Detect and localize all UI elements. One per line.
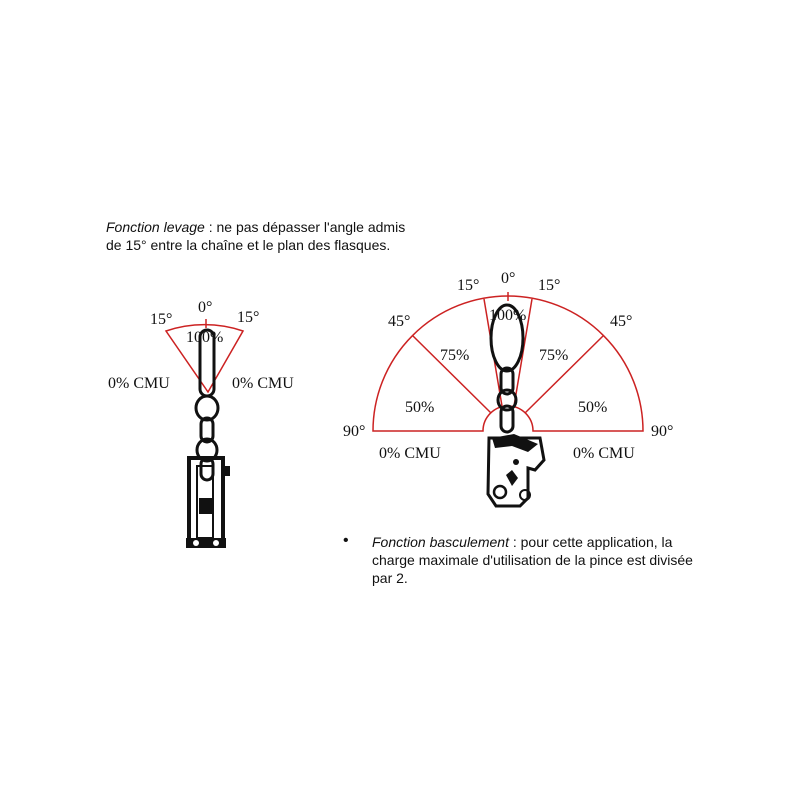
lifting-function-text: : ne pas dépasser l'angle admis de 15° entre la chaîne et le plan des flasques. <box>106 219 406 253</box>
tilting-function-text: : pour cette application, la charge maximale d'utilisation de la pince est divisée par 2. <box>372 534 693 586</box>
tilting-function-title: Fonction basculement <box>372 534 509 550</box>
lifting-zone-left-label: 0% CMU <box>108 375 170 392</box>
tilting-zone-100-label: 100% <box>489 307 527 324</box>
lifting-function-title: Fonction levage <box>106 219 205 235</box>
lifting-angle-left-label: 15° <box>150 311 173 328</box>
tilting-zone-0-left-label: 0% CMU <box>379 445 441 462</box>
tilting-angle-45-left-label: 45° <box>388 313 411 330</box>
tilting-angle-15-left-label: 15° <box>457 277 480 294</box>
tilting-zone-50-right-label: 50% <box>578 399 608 416</box>
lifting-zone-right-label: 0% CMU <box>232 375 294 392</box>
lifting-angle-right-label: 15° <box>237 309 260 326</box>
bullet-marker: • <box>343 532 349 549</box>
tilting-angle-45-right-label: 45° <box>610 313 633 330</box>
tilting-zone-75-right-label: 75% <box>539 347 569 364</box>
tilting-angle-15-right-label: 15° <box>538 277 561 294</box>
tilting-angle-90-right-label: 90° <box>651 423 674 440</box>
tilting-angle-0-label: 0° <box>501 270 516 287</box>
tilting-zone-0-right-label: 0% CMU <box>573 445 635 462</box>
lifting-clamp-icon <box>186 458 230 548</box>
tilting-zone-50-left-label: 50% <box>405 399 435 416</box>
tilting-zone-75-left-label: 75% <box>440 347 470 364</box>
tilting-clamp-icon <box>488 434 544 506</box>
tilting-angle-diagram <box>343 270 673 506</box>
lifting-zone-100-label: 100% <box>186 329 224 346</box>
tilting-angle-90-left-label: 90° <box>343 423 366 440</box>
lifting-angle-diagram <box>108 299 294 548</box>
lifting-chain-icon <box>196 396 218 480</box>
lifting-angle-center-label: 0° <box>198 299 213 316</box>
